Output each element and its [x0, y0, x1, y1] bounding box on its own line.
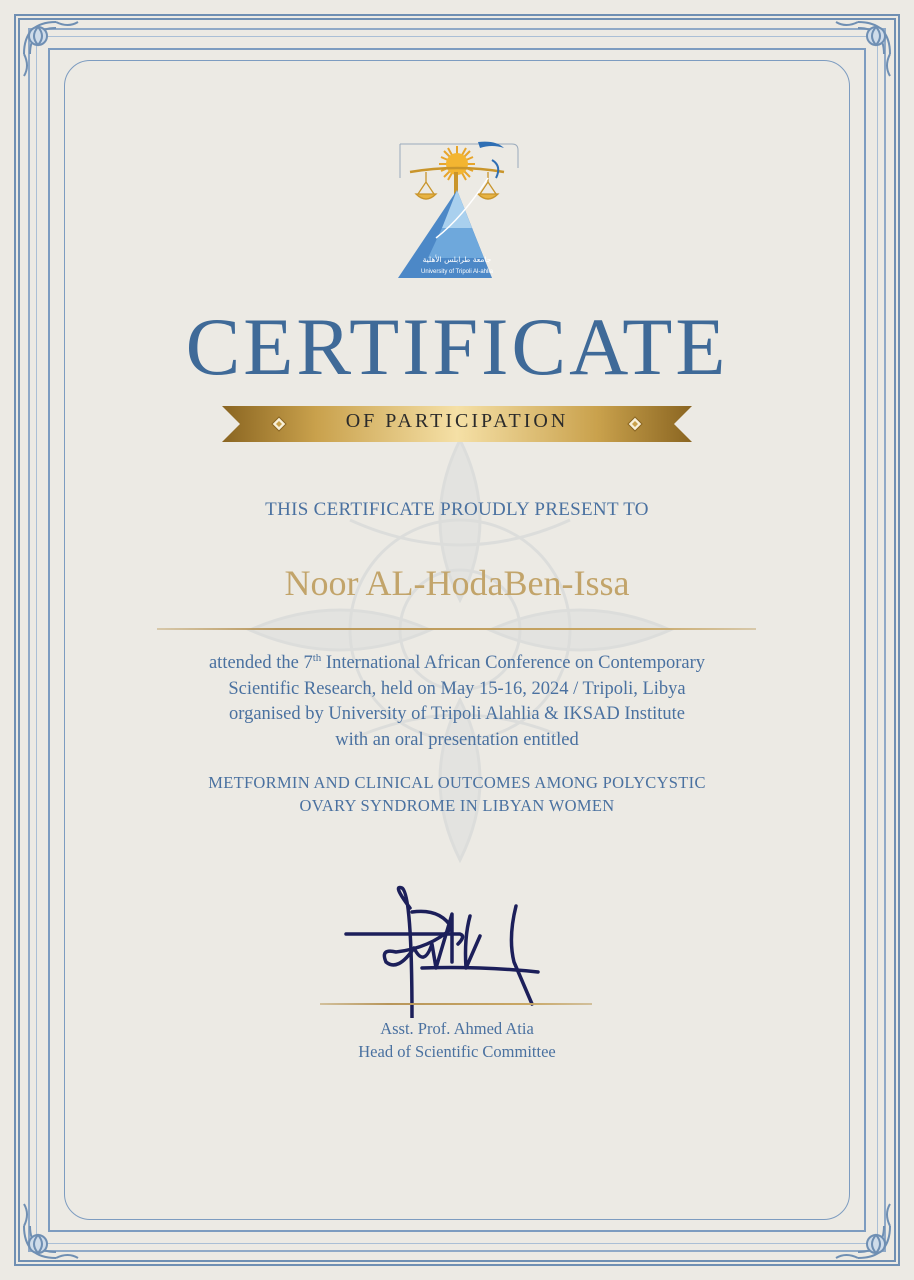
- recipient-name: Noor AL-HodaBen-Issa: [284, 563, 630, 603]
- corner-ornament-icon: [818, 1186, 898, 1266]
- statement-line-2: Scientific Research, held on May 15-16, 2024 / Tripoli, Libya: [228, 678, 686, 699]
- signature-line: [320, 1003, 592, 1005]
- signature: [340, 878, 550, 1018]
- corner-ornament-icon: [818, 14, 898, 94]
- university-logo: [392, 138, 522, 284]
- signer-name: Asst. Prof. Ahmed Atia: [380, 1019, 534, 1038]
- logo-caption-arabic: جامعة طرابلس الأهلية: [422, 255, 492, 264]
- statement-line-3: organised by University of Tripoli Alahlia & IKSAD Institute: [229, 704, 685, 725]
- attendance-statement: [120, 646, 794, 753]
- statement-line-4: with an oral presentation entitled: [335, 729, 579, 750]
- signer-role: Head of Scientific Committee: [358, 1042, 556, 1061]
- corner-ornament-icon: [16, 14, 96, 94]
- presented-line: THIS CERTIFICATE PROUDLY PRESENT TO: [265, 499, 649, 520]
- name-underline: [157, 628, 756, 630]
- statement-line-1: attended the 7th International African Conference on Contemporary: [208, 652, 706, 674]
- certificate-title: CERTIFICATE: [185, 301, 729, 392]
- presentation-title: METFORMIN AND CLINICAL OUTCOMES AMONG POLYCYSTIC OVARY SYNDROME IN LIBYAN WOMEN: [208, 773, 706, 815]
- signer-block: [0, 1017, 914, 1063]
- certificate-subtitle: OF PARTICIPATION: [345, 410, 569, 432]
- logo-caption-english: University of Tripoli Al-ahlia: [420, 269, 494, 275]
- corner-ornament-icon: [16, 1186, 96, 1266]
